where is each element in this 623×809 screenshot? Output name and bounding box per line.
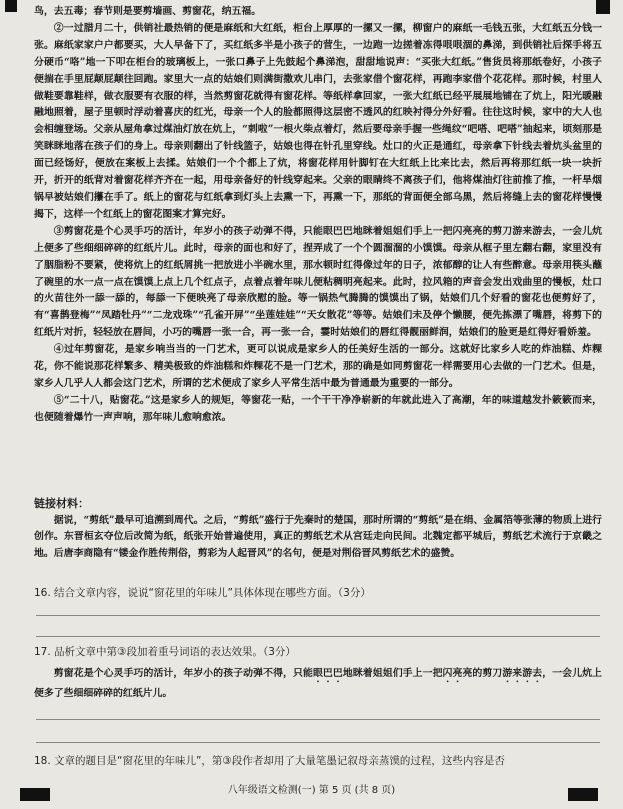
answer-line-16-1[interactable]	[36, 615, 600, 616]
answer-line-16-2[interactable]	[36, 636, 600, 637]
quote-text-a: 剪窗花是个心灵手巧的活计，年岁小的孩子动弹不得，只能	[53, 668, 313, 679]
answer-line-17-1[interactable]	[36, 719, 600, 720]
quote-text-d: ，一会儿炕上便多了些细细碎碎的红纸片儿。	[34, 668, 602, 699]
page-footer: 八年级语文检测(一) 第 5 页 (共 8 页)	[227, 785, 396, 796]
emphasized-word-3: 游来游去	[502, 668, 543, 679]
link-material	[34, 513, 602, 562]
question-16: 16. 结合文章内容，说说“窗花里的年味儿”具体体现在哪些方面。（3分）	[34, 587, 371, 599]
passage-paragraph-5: ⑤“二十八，贴窗花。”这是家乡人的规矩，等窗花一贴，一个干干净净崭新的年就此进入了高潮，年的味道越发扑簌簌而来，也便随着爆竹一声声响，那年味儿愈响愈浓。	[34, 394, 602, 423]
corner-marker-top-left	[5, 0, 17, 12]
question-17-quote	[34, 665, 602, 702]
emphasized-word-1: 眼巴巴	[312, 668, 343, 679]
passage-paragraph-4: ④过年剪窗花，是家乡响当当的一门艺术，更可以说成是家乡人的任美好生活的一部分。这就好比家乡人吃的炸油糕、炸粿花，你不能说那花样繁多、精美极致的炸油糕和炸粿花不是一门艺术，那的确是如同剪窗花一样需要用心去做的一门艺术。但是，家乡人几乎人人都会这门艺术，所谓的艺术便成了家乡人平常生活中最为普通最为重要的一部分。	[34, 344, 602, 389]
passage-paragraph-1: 鸟，去五毒；春节则是要剪墙画、剪窗花，纳五福。	[34, 6, 262, 17]
answer-line-17-2[interactable]	[36, 742, 600, 743]
reading-passage	[34, 4, 602, 427]
quote-text-b: 地眯着姐姐们手上一把	[342, 668, 443, 679]
link-material-text: 据说，“剪纸”最早可追溯到周代。之后，“剪纸”盛行于先秦时的楚国，那时所谓的“剪纸”是在绢、金属箔等张薄的物质上进行创作。东晋桓玄夺位后改简为纸，纸张开始普遍使用，真正的剪纸艺术从宫廷走向民间。北魏定都平城后，剪纸艺术流行于京畿之地。后唐李商隐有“镂金作胜传荆俗，剪彩为人起晋风”的名句，便是对荆俗晋风剪纸艺术的盛赞。	[34, 515, 602, 559]
question-17: 17. 品析文章中第③段加着重号词语的表达效果。（3分）	[34, 646, 296, 658]
passage-paragraph-2: ②一过腊月二十，供销社最热销的便是麻纸和大红纸，柜台上厚厚的一摞又一摞，柳窗户的麻纸一毛钱五张，大红纸五分钱一张。麻纸家家户户都要买，大人早备下了，买红纸多半是小孩子的营生，一边跑一边搓着冻得哏哏涸的鼻涕，到供销社后探手将五分硬币“咯”地一下叩在柜台的玻璃板上，一张口鼻子上先鼓起个鼻涕泡，甜甜地说声：“买张大红纸。”售货员将那纸卷好，小孩子便揣在手里屁颠屁颠往回跑。家里大一点的姑娘们则满街撒欢儿串门，去张家借个窗花样，再跑李家借个花花样。那时候，村里人做鞋要靠鞋样，做衣服要有衣服的样，当然剪窗花就得有窗花样。等纸样拿回家，一张大红纸已经平展展地铺在了炕上，阳光暖融融地照着，屋子里顿时浮动着喜庆的红光，母亲一个人的脸都照得这层密不透风的红映衬得分外好看。往往这时候，家中的大人也会相缠登场。父亲从屋角拿过煤油灯放在炕上，“刺啦”一根火柴点着灯，然后要母亲手握一些绳纹“吧嗒、吧嗒”抽起来，顷刻那是笑眯眯地落在孩子们的身上。母亲则翻出了针线篮子，姑娘也得在针孔里穿线。灶口的火正是通红，母亲拿下针线去着炕头盆里的面已经饧好，便放在案板上去揉。姑娘们一个个都上了炕，将窗花样用针脚钉在大红纸上比来比去，然后再将那红纸一块一块折开，折开的纸背对着窗花样齐齐在一起，用母亲备好的针线穿起来。父亲的眼睛终不离孩子们，他将煤油灯往前推了推，一杆旱烟锅早被姑娘们攥在手了。纸上的窗花与红纸拿到灯头上去熏一下，再熏一下，那纸的背面便全部乌黑，然后将缝上去的窗花样慢慢揭下，这样一个红纸上的窗花图案才算完好。	[34, 22, 602, 220]
question-18: 18. 文章的题目是“窗花里的年味儿”，第③段作者却用了大量笔墨记叙母亲蒸馍的过程，这些内容是否	[34, 755, 505, 767]
passage-paragraph-3: ③剪窗花是个心灵手巧的活计，年岁小的孩子动弹不得，只能眼巴巴地眯着姐姐们手上一把闪亮亮的剪刀游来游去，一会儿炕上便多了些细细碎碎的红纸片儿。此时，母亲的面也和好了，捏弄成了一个个圆溜溜的小馍馍。母亲从框子里左翻右翻，家里没有了胭脂粉不要紧，使将炕上的红纸屑挑一把放进小半碗水里，那水顿时红得像过年的日子，浓郁醇的让人有些醉意。母亲用筷头蘸了碗里的水一点一点在馍馍上点上几个红点子，点着点着年味儿便粘稠明亮起来。此时，拉风箱的声音会发出戏曲里的慢板，灶口的火苗往外一舔一舔的，每舔一下便映亮了母亲欣慰的脸。等一锅热气腾腾的馍馍出了锅，姑娘们几个好看的窗花也便剪好了，有“喜鹊登梅”“凤踏牡丹”“二龙戏珠”“孔雀开屏”“坐莲娃娃”“天女散花”等等。姑娘们未及停个懒腰，便先拣漂了嘴唇，将剪下的红纸片对折，轻轻放在唇间，小巧的嘴唇一张一合，再一张一合，霎时姑娘们的唇红得靓丽鲜润，姑娘们的脸更是红得好看娇羞。	[34, 225, 602, 339]
quote-text-c: 亮的剪刀	[462, 668, 503, 679]
emphasized-word-2: 闪亮	[442, 668, 463, 679]
link-material-title: 链接材料：	[34, 497, 89, 510]
